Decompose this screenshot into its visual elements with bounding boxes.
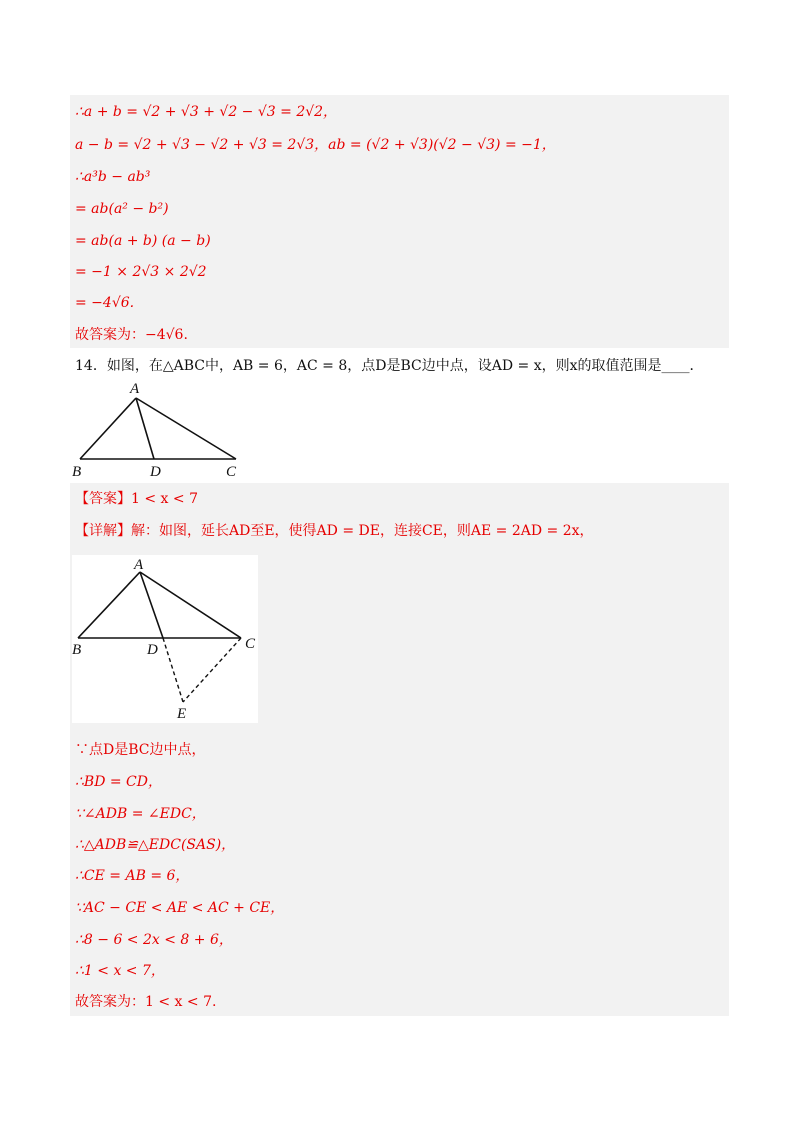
explanation-figure <box>68 555 268 725</box>
explanation-step-4: ∴△ADB≌△EDC(SAS)， <box>75 837 236 853</box>
explanation-step-1: ∵点D是BC边中点， <box>75 742 206 758</box>
label-c: C <box>226 464 237 480</box>
explanation-step-5: ∴CE = AB = 6， <box>75 868 190 884</box>
prev-step-3: ∴a³b − ab³ <box>75 169 151 185</box>
prev-step-1: ∴a + b = √2 + √3 + √2 − √3 = 2√2， <box>75 104 338 120</box>
prev-step-4: = ab(a² − b²) <box>75 201 169 217</box>
prev-step-6: = −1 × 2√3 × 2√2 <box>75 264 207 280</box>
question-figure <box>68 380 268 480</box>
side-ab <box>80 398 136 459</box>
side-ab <box>78 572 140 638</box>
label-d: D <box>150 464 161 480</box>
prev-final-answer: 故答案为：−4√6. <box>75 327 188 343</box>
answer-line: 【答案】1 < x < 7 <box>75 491 198 507</box>
segment-ce-dashed <box>183 638 241 702</box>
explanation-step-7: ∴8 − 6 < 2x < 8 + 6， <box>75 932 233 948</box>
label-c: C <box>245 636 256 652</box>
prev-step-7: = −4√6. <box>75 295 135 311</box>
label-a: A <box>134 557 144 573</box>
prev-step-2: a − b = √2 + √3 − √2 + √3 = 2√3，ab = (√2 + √3)(√2 − √3) = −1， <box>75 137 556 153</box>
label-a: A <box>130 381 140 397</box>
explanation-intro: 【详解】解：如图，延长AD至E，使得AD = DE，连接CE，则AE = 2AD = 2x， <box>75 523 594 539</box>
prev-step-5: = ab(a + b) (a − b) <box>75 233 211 249</box>
explanation-step-3: ∵∠ADB = ∠EDC， <box>75 806 206 822</box>
label-b: B <box>72 464 82 480</box>
side-ac <box>140 572 241 638</box>
question-14-text: 14．如图，在△ABC中，AB = 6，AC = 8，点D是BC边中点，设AD = x，则x的取值范围是____． <box>75 358 704 374</box>
explanation-step-2: ∴BD = CD， <box>75 774 162 790</box>
label-e: E <box>177 706 187 722</box>
explanation-final-answer: 故答案为：1 < x < 7. <box>75 994 217 1010</box>
label-b: B <box>72 642 82 658</box>
segment-de-dashed <box>163 638 183 702</box>
label-d: D <box>147 642 158 658</box>
explanation-step-6: ∵AC − CE < AE < AC + CE， <box>75 900 285 916</box>
segment-ad <box>140 572 163 638</box>
previous-solution-panel <box>70 95 729 348</box>
explanation-step-8: ∴1 < x < 7， <box>75 963 165 979</box>
